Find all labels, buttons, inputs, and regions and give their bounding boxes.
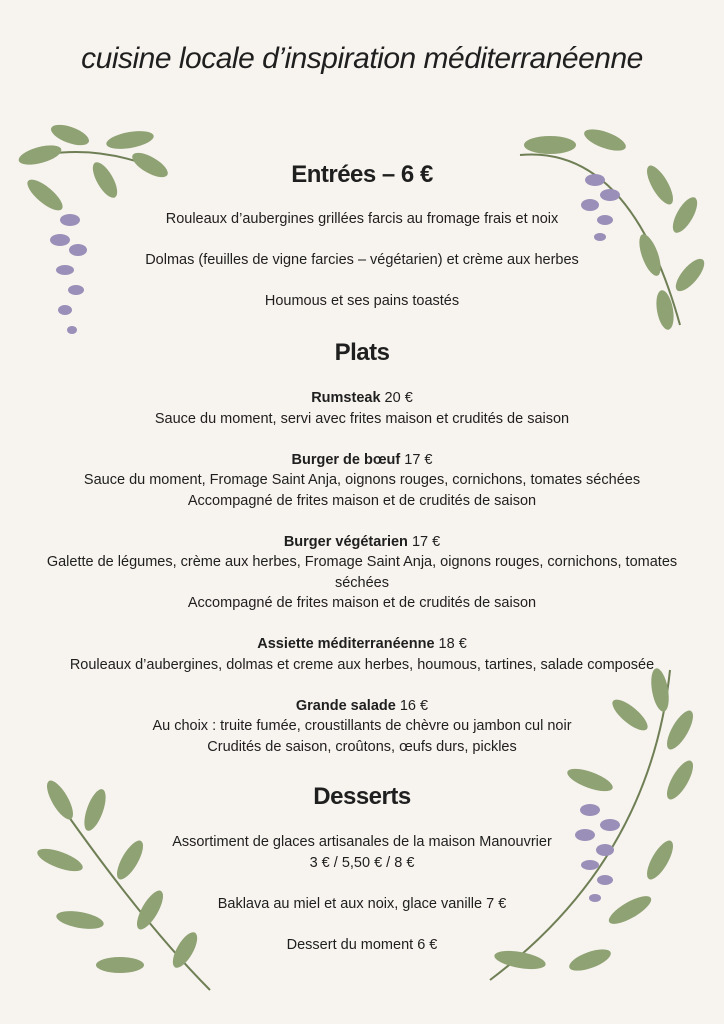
plat-name: Burger végétarien <box>283 533 408 550</box>
plat-item <box>20 388 704 429</box>
desserts-heading: Desserts <box>313 783 411 810</box>
plats-heading: Plats <box>334 339 390 366</box>
plat-price: 20 € <box>384 390 413 406</box>
desserts-list <box>0 832 724 976</box>
plat-price: 17 € <box>411 533 441 550</box>
plats-list <box>0 388 724 778</box>
plat-description: Rouleaux d’aubergines, dolmas et creme aux herbes, houmous, tartines, salade composée <box>69 656 655 673</box>
dessert-line: Dessert du moment 6 € <box>286 936 438 953</box>
plat-item <box>20 450 704 512</box>
plat-name: Rumsteak <box>311 390 381 406</box>
dessert-line: 3 € / 5,50 € / 8 € <box>309 854 415 871</box>
plat-item <box>20 532 704 614</box>
plat-description: Galette de légumes, crème aux herbes, Fromage Saint Anja, oignons rouges, cornichons, tomates séchées <box>46 554 678 591</box>
entrees-heading: Entrées – 6 € <box>291 161 433 188</box>
dessert-line: Assortiment de glaces artisanales de la maison Manouvrier <box>172 834 552 850</box>
dessert-line: Baklava au miel et aux noix, glace vanille 7 € <box>217 895 507 912</box>
plat-price: 18 € <box>438 636 467 652</box>
entree-item: Rouleaux d’aubergines grillées farcis au fromage frais et noix <box>165 211 559 227</box>
plat-item <box>20 696 704 758</box>
dessert-item <box>0 894 724 915</box>
plat-name: Assiette méditerranéenne <box>257 636 435 652</box>
entrees-list <box>0 209 724 332</box>
menu-title: cuisine locale d’inspiration méditerranéenne <box>81 42 643 75</box>
plat-name: Burger de bœuf <box>291 451 401 468</box>
entree-item: Dolmas (feuilles de vigne farcies – végétarien) et crème aux herbes <box>145 252 579 268</box>
plat-item <box>20 634 704 675</box>
dessert-item <box>0 832 724 873</box>
dessert-item <box>0 935 724 956</box>
plat-description: Accompagné de frites maison et de crudités de saison <box>187 595 537 611</box>
plat-price: 17 € <box>404 451 433 468</box>
plat-description: Accompagné de frites maison et de crudités de saison <box>187 492 537 509</box>
entree-item: Houmous et ses pains toastés <box>264 293 460 309</box>
plat-description: Sauce du moment, servi avec frites maison et crudités de saison <box>154 410 570 427</box>
plat-description: Sauce du moment, Fromage Saint Anja, oignons rouges, cornichons, tomates séchées <box>83 472 641 488</box>
plat-name: Grande salade <box>295 697 396 714</box>
plat-description: Au choix : truite fumée, croustillants de chèvre ou jambon cul noir <box>152 718 572 734</box>
plat-description: Crudités de saison, croûtons, œufs durs, pickles <box>207 738 517 755</box>
plat-price: 16 € <box>399 697 429 714</box>
